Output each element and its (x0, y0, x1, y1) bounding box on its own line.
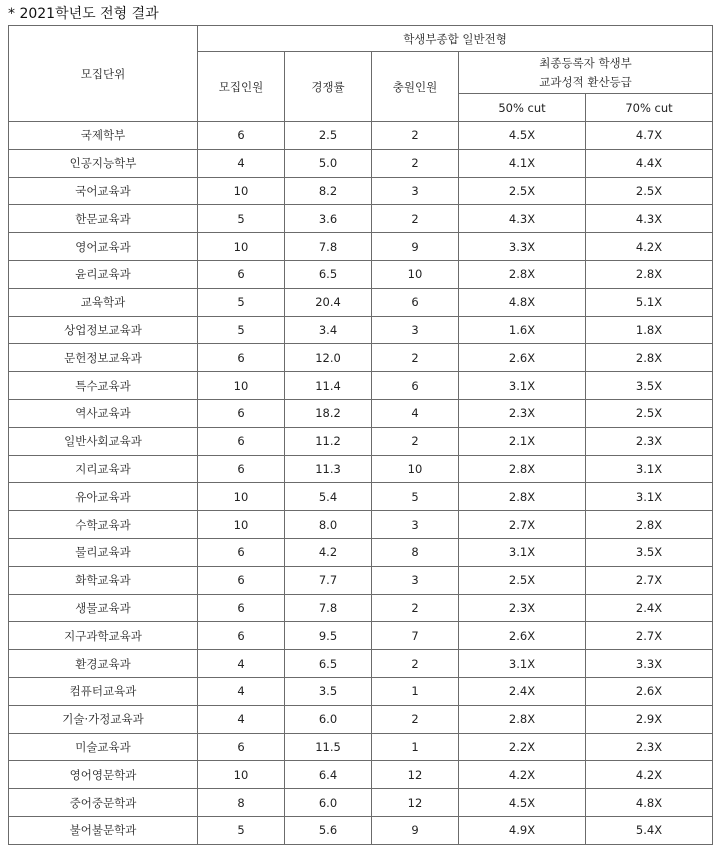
cell-unit: 한문교육과 (9, 205, 198, 233)
cell-competition: 20.4 (285, 288, 372, 316)
cell-cut70: 2.6X (586, 677, 713, 705)
cell-additional: 10 (372, 455, 459, 483)
cell-unit: 국어교육과 (9, 177, 198, 205)
cell-additional: 2 (372, 344, 459, 372)
cell-cut50: 2.6X (459, 344, 586, 372)
cell-recruit: 6 (198, 427, 285, 455)
cell-additional: 7 (372, 622, 459, 650)
table-row (9, 733, 713, 761)
cell-competition: 9.5 (285, 622, 372, 650)
table-row (9, 344, 713, 372)
cell-competition: 6.5 (285, 260, 372, 288)
admission-results-table (8, 25, 713, 845)
table-row (9, 177, 713, 205)
table-row (9, 566, 713, 594)
cell-cut70: 2.3X (586, 733, 713, 761)
cell-unit: 물리교육과 (9, 538, 198, 566)
cell-cut70: 5.4X (586, 816, 713, 844)
cell-cut70: 2.3X (586, 427, 713, 455)
header-cut50: 50% cut (459, 94, 586, 122)
cell-cut50: 3.3X (459, 233, 586, 261)
cell-additional: 9 (372, 816, 459, 844)
cell-cut50: 3.1X (459, 538, 586, 566)
cell-competition: 3.4 (285, 316, 372, 344)
cell-additional: 9 (372, 233, 459, 261)
cell-unit: 윤리교육과 (9, 260, 198, 288)
cell-cut50: 3.1X (459, 650, 586, 678)
cell-competition: 7.7 (285, 566, 372, 594)
table-row (9, 372, 713, 400)
cell-cut70: 4.8X (586, 789, 713, 817)
table-row (9, 538, 713, 566)
cell-competition: 7.8 (285, 594, 372, 622)
table-row (9, 816, 713, 844)
header-competition: 경쟁률 (285, 52, 372, 122)
cell-cut50: 2.3X (459, 594, 586, 622)
cell-additional: 8 (372, 538, 459, 566)
cell-competition: 7.8 (285, 233, 372, 261)
cell-cut70: 2.8X (586, 511, 713, 539)
header-grade-title-line1: 최종등록자 학생부 (539, 55, 632, 70)
cell-recruit: 10 (198, 761, 285, 789)
cell-cut70: 3.5X (586, 372, 713, 400)
header-unit: 모집단위 (9, 26, 198, 122)
cell-cut50: 4.5X (459, 122, 586, 150)
cell-cut50: 4.2X (459, 761, 586, 789)
cell-additional: 2 (372, 705, 459, 733)
cell-cut70: 3.3X (586, 650, 713, 678)
cell-competition: 11.4 (285, 372, 372, 400)
table-caption: * 2021학년도 전형 결과 (8, 6, 159, 22)
cell-recruit: 10 (198, 177, 285, 205)
cell-recruit: 4 (198, 149, 285, 177)
cell-additional: 10 (372, 260, 459, 288)
cell-unit: 불어불문학과 (9, 816, 198, 844)
cell-competition: 8.0 (285, 511, 372, 539)
cell-unit: 인공지능학부 (9, 149, 198, 177)
cell-additional: 3 (372, 511, 459, 539)
cell-additional: 3 (372, 177, 459, 205)
table-row (9, 761, 713, 789)
cell-additional: 2 (372, 149, 459, 177)
cell-cut50: 2.8X (459, 455, 586, 483)
cell-unit: 수학교육과 (9, 511, 198, 539)
cell-unit: 영어영문학과 (9, 761, 198, 789)
cell-cut70: 3.1X (586, 483, 713, 511)
cell-additional: 1 (372, 677, 459, 705)
header-grade-title (459, 52, 713, 94)
table-row (9, 483, 713, 511)
cell-cut50: 2.5X (459, 566, 586, 594)
cell-cut50: 2.8X (459, 705, 586, 733)
table-row (9, 233, 713, 261)
cell-additional: 1 (372, 733, 459, 761)
cell-unit: 역사교육과 (9, 399, 198, 427)
cell-recruit: 5 (198, 205, 285, 233)
cell-cut70: 2.7X (586, 622, 713, 650)
cell-cut70: 5.1X (586, 288, 713, 316)
cell-unit: 문헌정보교육과 (9, 344, 198, 372)
cell-cut50: 2.7X (459, 511, 586, 539)
cell-competition: 11.3 (285, 455, 372, 483)
cell-cut50: 4.8X (459, 288, 586, 316)
table-row (9, 260, 713, 288)
cell-unit: 교육학과 (9, 288, 198, 316)
table-row (9, 205, 713, 233)
cell-cut70: 2.8X (586, 260, 713, 288)
cell-unit: 지구과학교육과 (9, 622, 198, 650)
cell-competition: 11.5 (285, 733, 372, 761)
cell-competition: 6.0 (285, 705, 372, 733)
cell-cut50: 2.5X (459, 177, 586, 205)
cell-cut70: 2.5X (586, 177, 713, 205)
cell-unit: 지리교육과 (9, 455, 198, 483)
cell-competition: 3.5 (285, 677, 372, 705)
table-row (9, 122, 713, 150)
table-row (9, 677, 713, 705)
cell-cut50: 1.6X (459, 316, 586, 344)
cell-cut70: 4.2X (586, 233, 713, 261)
table-row (9, 705, 713, 733)
table-row (9, 288, 713, 316)
table-row (9, 427, 713, 455)
cell-additional: 2 (372, 594, 459, 622)
header-row-1 (9, 26, 713, 52)
table-row (9, 789, 713, 817)
cell-cut50: 4.1X (459, 149, 586, 177)
cell-recruit: 6 (198, 260, 285, 288)
cell-competition: 6.4 (285, 761, 372, 789)
cell-cut70: 4.2X (586, 761, 713, 789)
cell-unit: 화학교육과 (9, 566, 198, 594)
cell-cut70: 4.4X (586, 149, 713, 177)
cell-recruit: 5 (198, 288, 285, 316)
cell-recruit: 6 (198, 122, 285, 150)
table-row (9, 316, 713, 344)
cell-recruit: 6 (198, 344, 285, 372)
cell-additional: 3 (372, 566, 459, 594)
table-row (9, 594, 713, 622)
cell-unit: 컴퓨터교육과 (9, 677, 198, 705)
cell-recruit: 4 (198, 650, 285, 678)
cell-recruit: 6 (198, 733, 285, 761)
cell-competition: 6.5 (285, 650, 372, 678)
cell-unit: 영어교육과 (9, 233, 198, 261)
cell-recruit: 10 (198, 233, 285, 261)
cell-recruit: 5 (198, 316, 285, 344)
cell-recruit: 4 (198, 705, 285, 733)
cell-unit: 환경교육과 (9, 650, 198, 678)
cell-additional: 2 (372, 122, 459, 150)
cell-additional: 5 (372, 483, 459, 511)
cell-cut70: 4.3X (586, 205, 713, 233)
cell-cut50: 3.1X (459, 372, 586, 400)
cell-competition: 2.5 (285, 122, 372, 150)
cell-cut50: 4.5X (459, 789, 586, 817)
header-group: 학생부종합 일반전형 (198, 26, 713, 52)
cell-competition: 5.4 (285, 483, 372, 511)
cell-recruit: 6 (198, 566, 285, 594)
table-body (9, 122, 713, 845)
cell-unit: 기술·가정교육과 (9, 705, 198, 733)
header-grade-title-line2: 교과성적 환산등급 (539, 74, 632, 89)
cell-cut50: 2.3X (459, 399, 586, 427)
cell-cut50: 2.8X (459, 260, 586, 288)
cell-unit: 일반사회교육과 (9, 427, 198, 455)
cell-competition: 3.6 (285, 205, 372, 233)
cell-cut50: 4.3X (459, 205, 586, 233)
cell-unit: 특수교육과 (9, 372, 198, 400)
cell-cut70: 3.5X (586, 538, 713, 566)
cell-recruit: 6 (198, 455, 285, 483)
cell-unit: 미술교육과 (9, 733, 198, 761)
cell-cut50: 2.2X (459, 733, 586, 761)
cell-competition: 12.0 (285, 344, 372, 372)
cell-competition: 4.2 (285, 538, 372, 566)
cell-cut50: 2.8X (459, 483, 586, 511)
table-row (9, 511, 713, 539)
table-row (9, 455, 713, 483)
table-row (9, 650, 713, 678)
cell-unit: 유아교육과 (9, 483, 198, 511)
table-row (9, 149, 713, 177)
cell-additional: 2 (372, 427, 459, 455)
cell-unit: 생물교육과 (9, 594, 198, 622)
cell-additional: 6 (372, 372, 459, 400)
cell-recruit: 10 (198, 511, 285, 539)
cell-unit: 상업정보교육과 (9, 316, 198, 344)
cell-recruit: 5 (198, 816, 285, 844)
cell-recruit: 10 (198, 483, 285, 511)
cell-cut70: 2.9X (586, 705, 713, 733)
cell-additional: 3 (372, 316, 459, 344)
cell-recruit: 6 (198, 399, 285, 427)
cell-cut50: 2.4X (459, 677, 586, 705)
table-row (9, 399, 713, 427)
cell-cut70: 1.8X (586, 316, 713, 344)
cell-additional: 6 (372, 288, 459, 316)
cell-cut70: 2.5X (586, 399, 713, 427)
cell-additional: 4 (372, 399, 459, 427)
cell-recruit: 6 (198, 622, 285, 650)
cell-cut50: 4.9X (459, 816, 586, 844)
cell-additional: 2 (372, 205, 459, 233)
cell-cut70: 2.7X (586, 566, 713, 594)
cell-competition: 5.0 (285, 149, 372, 177)
cell-competition: 5.6 (285, 816, 372, 844)
table-row (9, 622, 713, 650)
cell-cut70: 2.4X (586, 594, 713, 622)
cell-competition: 6.0 (285, 789, 372, 817)
cell-cut70: 4.7X (586, 122, 713, 150)
cell-recruit: 6 (198, 538, 285, 566)
cell-cut70: 3.1X (586, 455, 713, 483)
cell-recruit: 10 (198, 372, 285, 400)
cell-recruit: 8 (198, 789, 285, 817)
cell-additional: 2 (372, 650, 459, 678)
cell-cut50: 2.1X (459, 427, 586, 455)
cell-unit: 국제학부 (9, 122, 198, 150)
cell-additional: 12 (372, 789, 459, 817)
header-cut70: 70% cut (586, 94, 713, 122)
header-additional: 충원인원 (372, 52, 459, 122)
cell-competition: 11.2 (285, 427, 372, 455)
header-recruit: 모집인원 (198, 52, 285, 122)
cell-recruit: 6 (198, 594, 285, 622)
cell-cut70: 2.8X (586, 344, 713, 372)
cell-additional: 12 (372, 761, 459, 789)
cell-recruit: 4 (198, 677, 285, 705)
cell-unit: 중어중문학과 (9, 789, 198, 817)
cell-competition: 18.2 (285, 399, 372, 427)
cell-cut50: 2.6X (459, 622, 586, 650)
cell-competition: 8.2 (285, 177, 372, 205)
